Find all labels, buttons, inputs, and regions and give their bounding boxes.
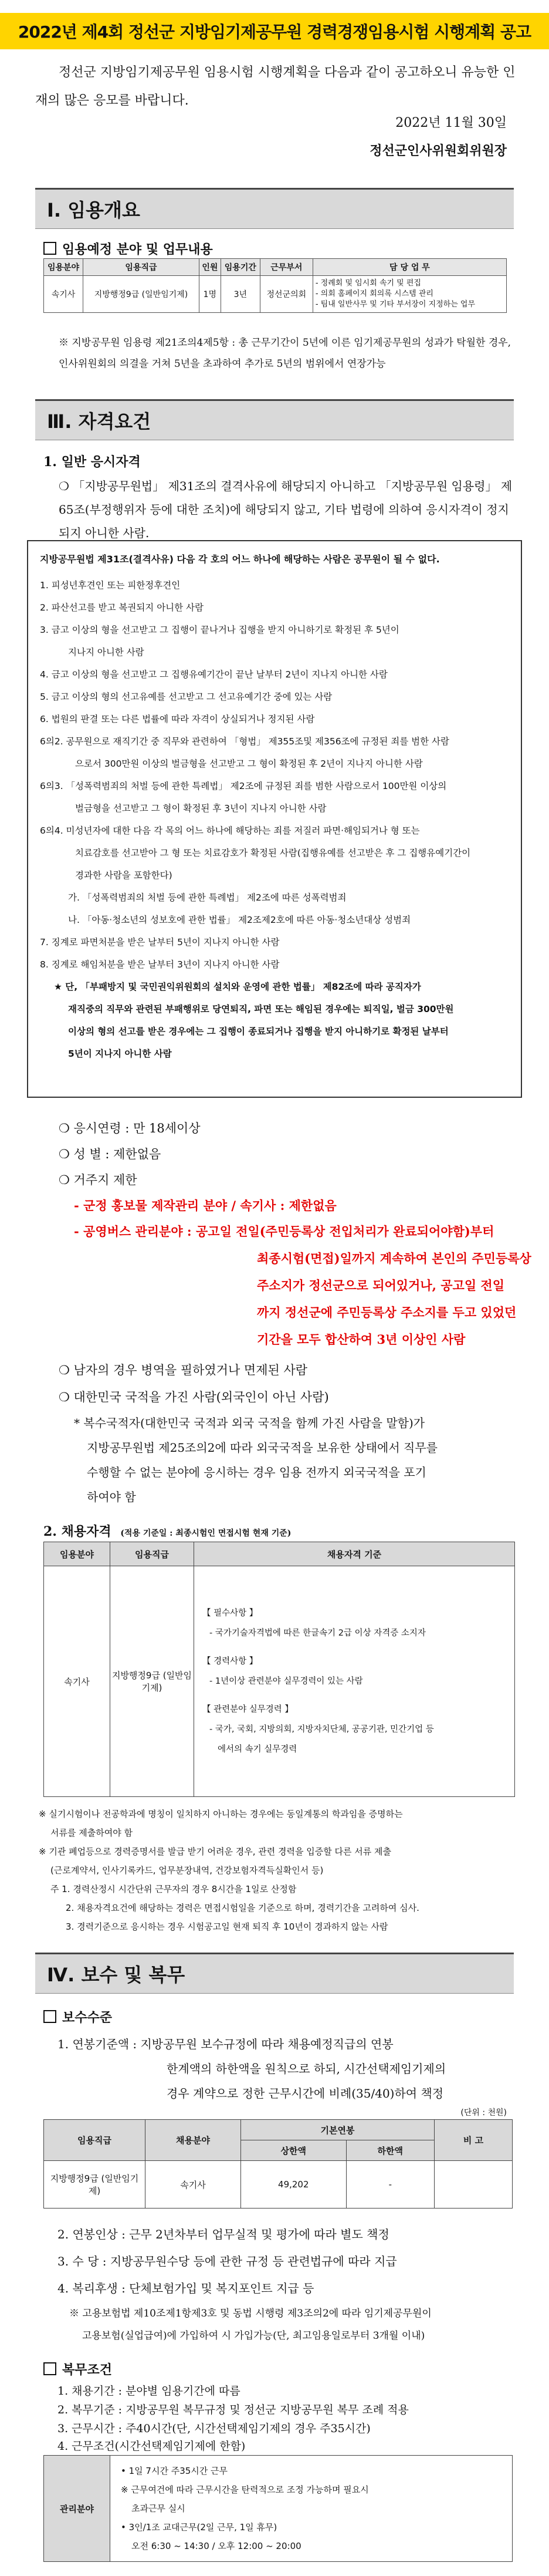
hours-line: 초과근무 실시 — [131, 2503, 185, 2514]
col-field: 임용분야 — [44, 259, 83, 276]
col-criteria: 채용자격 기준 — [194, 1542, 515, 1566]
section-overview-heading: Ⅰ. 임용개요 — [35, 188, 514, 229]
cell-field: 속기사 — [44, 276, 83, 313]
general-eligibility-heading: 1. 일반 응시자격 — [43, 454, 141, 470]
base-salary-line: 경우 계약으로 정한 근무시간에 비례(35/40)하여 책정 — [167, 2086, 444, 2100]
allowance-line: 3. 수 당 : 지방공무원수당 등에 관한 규정 등 관련법규에 따라 지급 — [57, 2254, 397, 2268]
hours-line: • 3인/1조 교대근무(2일 근무, 1일 휴무) — [121, 2522, 277, 2533]
col-upper: 상한액 — [241, 2140, 347, 2161]
col-period: 임용기간 — [221, 259, 260, 276]
eligibility-paragraph: ❍ 「지방공무원법」 제31조의 결격사유에 해당되지 아니하고 「지방공무원 임용령」 제65조(부정행위자 등에 대한 조치)에 해당되지 않고, 기타 법령에 의하여 응시자격이 정지되지 아니한 사람. — [59, 479, 513, 540]
residence-bus: 최종시험(면접)일까지 계속하여 본인의 주민등록상 — [257, 1251, 531, 1266]
cell-rank: 지방행정9급 (일반임기제) — [44, 2161, 145, 2209]
col-field: 채용분야 — [145, 2120, 241, 2161]
unit-label: (단위 : 천원) — [460, 2108, 507, 2118]
disq-item: 지나지 아니한 사람 — [68, 647, 144, 658]
gender-requirement: ❍ 성 별 : 제한없음 — [59, 1147, 161, 1161]
col-base-salary: 기본연봉 — [241, 2120, 435, 2140]
qualification-note: 주 1. 경력산정시 시간단위 근무자의 경우 8시간을 1일로 산정함 — [50, 1884, 297, 1894]
col-field: 임용분야 — [44, 1542, 110, 1566]
qualification-table — [43, 1542, 515, 1797]
disq-item: 3. 금고 이상의 형을 선고받고 그 집행이 끝나거나 집행을 받지 아니하기로 확정된 후 5년이 — [40, 625, 399, 635]
cell-field-label: 관리분야 — [44, 2456, 110, 2562]
residence-promo-stenographer: - 군정 홍보물 제작관리 분야 / 속기사 : 제한없음 — [74, 1198, 337, 1213]
cell-criteria — [194, 1566, 515, 1797]
hours-line: 오전 6:30 ~ 14:30 / 오후 12:00 ~ 20:00 — [131, 2541, 301, 2551]
qualification-note: 2. 채용자격요건에 해당하는 경력은 면접시험일을 기준으로 하며, 경력기간을 고려하여 심사. — [66, 1903, 419, 1913]
disq-star-note: 재직중의 직무와 관련된 부패행위로 당연퇴직, 파면 또는 해임된 경우에는 퇴직일, 벌금 300만원 — [68, 1004, 454, 1014]
cell-period: 3년 — [221, 276, 260, 313]
col-duties: 담 당 업 무 — [313, 259, 506, 276]
disq-item: 6의3. 「성폭력범죄의 처벌 등에 관한 특례법」 제2조에 규정된 죄를 범한 사람으로서 100만원 이상의 — [40, 781, 447, 791]
criteria-line: 【 경력사항 】 — [202, 1657, 258, 1666]
table-row — [44, 2161, 513, 2209]
residence-bus: 주소지가 정선군으로 되어있거나, 공고일 전일 — [257, 1278, 504, 1293]
disq-item: 으로서 300만원 이상의 벌금형을 선고받고 그 형이 확정된 후 2년이 지나지 아니한 사람 — [75, 758, 423, 769]
announcement-title: 2022년 제4회 정선군 지방임기제공무원 경력경쟁임용시험 시행계획 공고 — [0, 13, 549, 49]
work-conditions-label: 복무조건 — [62, 2362, 113, 2378]
qualification-note: ※ 기관 폐업등으로 경력증명서를 발급 받기 어려운 경우, 관련 경력을 입증할 다른 서류 제출 — [39, 1846, 391, 1857]
dual-nationality-note: 수행할 수 없는 분야에 응시하는 경우 임용 전까지 외국국적을 포기 — [87, 1465, 426, 1479]
insurance-note: ※ 고용보험법 제10조제1항제3호 및 동법 시행령 제3조의2에 따라 임기제공무원이 — [69, 2308, 432, 2319]
square-bullet-icon — [43, 242, 56, 255]
disq-item: 치료감호를 선고받아 그 형 또는 치료감호가 확정된 사람(집행유예를 선고받은 후 그 집행유예기간이 — [75, 848, 471, 858]
criteria-line: - 1년이상 관련분야 실무경력이 있는 사람 — [209, 1677, 363, 1686]
military-requirement: ❍ 남자의 경우 병역을 필하였거나 면제된 사람 — [59, 1363, 308, 1377]
disq-item: 6의2. 공무원으로 재직기간 중 직무와 관련하여 「형법」 제355조및 제356조에 규정된 죄를 범한 사람 — [40, 736, 450, 747]
dual-nationality-note: 지방공무원법 제25조의2에 따라 외국국적을 보유한 상태에서 직무를 — [87, 1441, 438, 1455]
duty-item: - 정례회 및 임시회 속기 및 편집 — [315, 279, 421, 288]
dual-nationality-note: 하여야 함 — [87, 1490, 136, 1504]
cell-rank: 지방행정9급 (일반임기제) — [110, 1566, 194, 1797]
age-requirement: ❍ 응시연령 : 만 18세이상 — [59, 1121, 201, 1135]
residence-bus: 기간을 모두 합산하여 3년 이상인 사람 — [257, 1332, 466, 1347]
hiring-qualification-title: 2. 채용자격 — [43, 1524, 111, 1539]
square-bullet-icon — [43, 2362, 56, 2375]
salary-level-label: 보수수준 — [62, 2010, 113, 2025]
work-conditions-heading — [43, 2360, 112, 2378]
disqualification-heading: 지방공무원법 제31조(결격사유) 다음 각 호의 어느 하나에 해당하는 사람은 공무원이 될 수 없다. — [40, 554, 440, 565]
disq-star-note: ★ 단, 「부패방지 및 국민권익위원회의 설치와 운영에 관한 법률」 제82조에 따라 공직자가 — [54, 982, 421, 992]
col-note: 비 고 — [435, 2120, 513, 2161]
work-hours-table — [43, 2455, 513, 2562]
cell-lower: - — [346, 2161, 434, 2209]
disq-item: 경과한 사람을 포함한다) — [75, 870, 172, 881]
cell-count: 1명 — [199, 276, 221, 313]
disq-item: 4. 금고 이상의 형을 선고받고 그 집행유예기간이 끝난 날부터 2년이 지나지 아니한 사람 — [40, 669, 388, 680]
disq-item: 8. 징계로 해임처분을 받은 날부터 3년이 지나지 아니한 사람 — [40, 959, 280, 970]
section-qualifications-heading: Ⅲ. 자격요건 — [35, 399, 514, 440]
qualification-notes — [39, 1805, 520, 1936]
table-row — [44, 276, 507, 313]
qualification-note: ※ 실기시험이나 전공학과에 명칭이 일치하지 아니하는 경우에는 동일계통의 학과임을 증명하는 — [39, 1809, 403, 1819]
subsection-positions — [43, 240, 213, 258]
insurance-note: 고용보험(실업급여)에 가입하여 시 가입가능(단, 최고임용일로부터 3개월 이내) — [82, 2330, 425, 2342]
col-lower: 하한액 — [346, 2140, 434, 2161]
square-bullet-icon — [43, 2010, 56, 2023]
criteria-line: 【 관련분야 실무경력 】 — [202, 1705, 293, 1714]
positions-table — [43, 258, 507, 313]
disq-item: 5. 금고 이상의 형의 선고유예를 선고받고 그 선고유예기간 중에 있는 사람 — [40, 692, 333, 702]
qualification-note: 3. 경력기준으로 응시하는 경우 시험공고일 현재 퇴직 후 10년이 경과하지 않는 사람 — [66, 1921, 388, 1932]
disq-item: 벌금형을 선고받고 그 형이 확정된 후 3년이 지나지 아니한 사람 — [75, 803, 327, 814]
disq-item: 7. 징계로 파면처분을 받은 날부터 5년이 지나지 아니한 사람 — [40, 937, 280, 948]
hours-line: • 1일 7시간 주35시간 근무 — [121, 2466, 228, 2476]
cell-hours-content — [110, 2456, 513, 2562]
cell-field: 속기사 — [145, 2161, 241, 2209]
salary-table — [43, 2119, 513, 2209]
cell-rank: 지방행정9급 (일반임기제) — [83, 276, 199, 313]
disq-item: 6의4. 미성년자에 대한 다음 각 목의 어느 하나에 해당하는 죄를 저질러 파면·해임되거나 형 또는 — [40, 825, 420, 836]
residence-requirement: ❍ 거주지 제한 — [59, 1173, 137, 1187]
disq-star-note: 이상의 형의 선고를 받은 경우에는 그 집행이 종료되거나 집행을 받지 아니하기로 확정된 날부터 — [68, 1026, 449, 1037]
cell-dept: 정선군의회 — [260, 276, 313, 313]
disq-item: 1. 피성년후견인 또는 피한정후견인 — [40, 580, 181, 591]
table-row — [44, 1566, 515, 1797]
work-conditions-line: 4. 근무조건(시간선택제임기제에 한함) — [57, 2440, 246, 2453]
qualification-basis-note: (적용 기준일 : 최종시험인 면접시험 현재 기준) — [120, 1529, 292, 1538]
criteria-line: - 국가, 국회, 지방의회, 지방자치단체, 공공기관, 민간기업 등 — [209, 1725, 434, 1734]
intro-paragraph: 정선군 지방임기제공무원 임용시험 시행계획을 다음과 같이 공고하오니 유능한 인재의 많은 응모를 바랍니다. — [35, 65, 516, 108]
base-salary-line: 1. 연봉기준액 : 지방공무원 보수규정에 따라 채용예정직급의 연봉 — [57, 2037, 394, 2051]
section-salary-heading: Ⅳ. 보수 및 복무 — [35, 1953, 514, 1994]
disq-item: 2. 파산선고를 받고 복권되지 아니한 사람 — [40, 602, 204, 613]
nationality-requirement: ❍ 대한민국 국적을 가진 사람(외국인이 아닌 사람) — [59, 1390, 329, 1404]
service-rules-line: 2. 복무기준 : 지방공무원 복무규정 및 정선군 지방공무원 복무 조례 적용 — [57, 2403, 409, 2416]
qualification-note: (근로계약서, 인사기록카드, 업무분장내역, 건강보험자격득실확인서 등) — [50, 1865, 324, 1876]
col-dept: 근무부서 — [260, 259, 313, 276]
table-row — [44, 2456, 513, 2562]
col-rank: 임용직급 — [44, 2120, 145, 2161]
cell-upper: 49,202 — [241, 2161, 347, 2209]
duty-item: - 팀내 일반사무 및 기타 부서장이 지정하는 업무 — [315, 300, 476, 309]
residence-bus: - 공영버스 관리분야 : 공고일 전일(주민등록상 전입처리가 완료되어야함)부터 — [74, 1224, 494, 1239]
residence-bus: 까지 정선군에 주민등록상 주소지를 두고 있었던 — [257, 1305, 517, 1320]
cell-note — [435, 2161, 513, 2209]
cell-duties — [313, 276, 506, 313]
hours-line: ※ 근무여건에 따라 근무시간을 탄력적으로 조정 가능하며 필요시 — [121, 2484, 369, 2495]
disq-item: 6. 법원의 판결 또는 다른 법률에 따라 자격이 상실되거나 정지된 사람 — [40, 714, 315, 724]
disq-item: 나. 「아동·청소년의 성보호에 관한 법률」 제2조제2호에 따른 아동·청소년대상 성범죄 — [68, 915, 411, 925]
criteria-line: 에서의 속기 실무경력 — [218, 1745, 297, 1754]
hiring-qualification-heading — [43, 1522, 291, 1540]
disqualification-box — [27, 540, 522, 1098]
employment-period-line: 1. 채용기간 : 분야별 임용기간에 따름 — [57, 2385, 240, 2398]
disq-star-note: 5년이 지나지 아니한 사람 — [68, 1048, 172, 1059]
working-hours-line: 3. 근무시간 : 주40시간(단, 시간선택제임기제의 경우 주35시간) — [57, 2422, 371, 2435]
criteria-line: 【 필수사항 】 — [202, 1609, 258, 1618]
duty-item: - 의회 홈페이지 회의록 시스템 관리 — [315, 289, 433, 298]
qualification-note: 서류를 제출하여야 함 — [50, 1828, 133, 1838]
issuing-organization: 정선군인사위원회위원장 — [370, 143, 507, 159]
criteria-line: - 국가기술자격법에 따른 한글속기 2급 이상 자격증 소지자 — [209, 1628, 426, 1638]
salary-level-heading — [43, 2008, 112, 2026]
subsection-positions-label: 임용예정 분야 및 업무내용 — [62, 242, 213, 257]
col-count: 인원 — [199, 259, 221, 276]
cell-field: 속기사 — [44, 1566, 110, 1797]
dual-nationality-note: * 복수국적자(대한민국 국적과 외국 국적을 함께 가진 사람을 말함)가 — [74, 1416, 425, 1430]
base-salary-line: 한계액의 하한액을 원칙으로 하되, 시간선택제임기제의 — [167, 2062, 446, 2076]
term-extension-note: ※ 지방공무원 임용령 제21조의4제5항 : 총 근무기간이 5년에 이른 임기제공무원의 성과가 탁월한 경우, 인사위원회의 의결을 거쳐 5년을 초과하여 추가로 5년의 범위에서 연장가능 — [59, 337, 511, 370]
announcement-date: 2022년 11월 30일 — [395, 116, 507, 130]
col-rank: 임용직급 — [110, 1542, 194, 1566]
welfare-line: 4. 복리후생 : 단체보험가입 및 복지포인트 지급 등 — [57, 2281, 314, 2295]
salary-raise-line: 2. 연봉인상 : 근무 2년차부터 업무실적 및 평가에 따라 별도 책정 — [57, 2227, 389, 2241]
col-rank: 임용직급 — [83, 259, 199, 276]
disq-item: 가. 「성폭력범죄의 처벌 등에 관한 특례법」 제2조에 따른 성폭력범죄 — [68, 892, 347, 903]
